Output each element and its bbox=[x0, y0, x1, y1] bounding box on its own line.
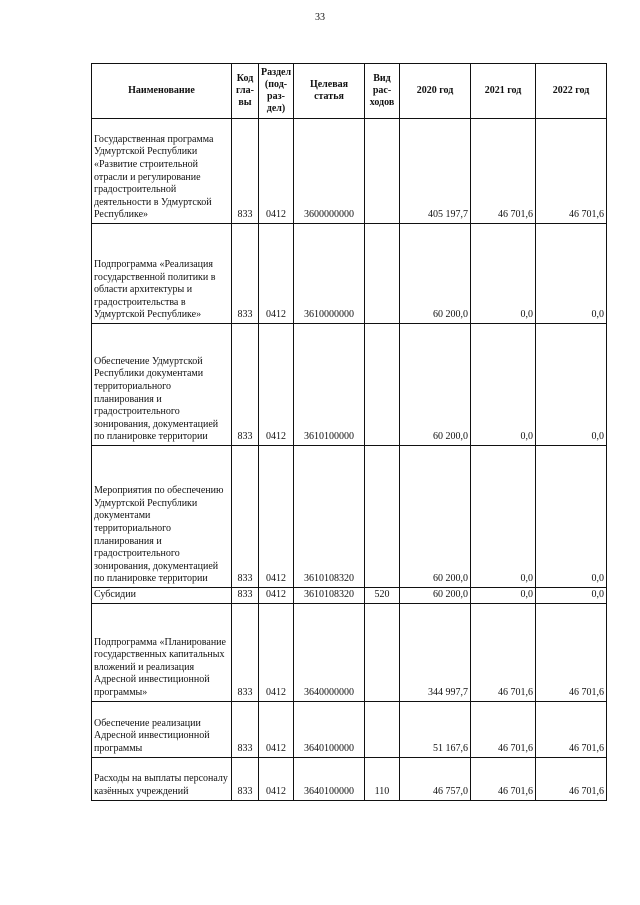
row-2020: 60 200,0 bbox=[400, 224, 471, 324]
header-year-2021: 2021 год bbox=[471, 64, 536, 119]
row-name: Подпрограмма «Планирование государственных капитальных вложений и реализация Адресной инвестиционной программы» bbox=[92, 603, 232, 701]
row-2020: 51 167,6 bbox=[400, 701, 471, 757]
row-target: 3640100000 bbox=[294, 757, 365, 800]
header-expense-type: Вид рас-ходов bbox=[365, 64, 400, 119]
row-code: 833 bbox=[232, 324, 259, 446]
table-row bbox=[92, 588, 607, 604]
row-2022: 46 701,6 bbox=[536, 757, 607, 800]
header-section: Раздел (под-раз-дел) bbox=[259, 64, 294, 119]
row-2022: 0,0 bbox=[536, 588, 607, 604]
row-type bbox=[365, 224, 400, 324]
row-code: 833 bbox=[232, 224, 259, 324]
row-target: 3610108320 bbox=[294, 588, 365, 604]
row-2020: 344 997,7 bbox=[400, 603, 471, 701]
row-type bbox=[365, 324, 400, 446]
row-2020: 60 200,0 bbox=[400, 588, 471, 604]
row-section: 0412 bbox=[259, 701, 294, 757]
table-row bbox=[92, 603, 607, 701]
row-2020: 60 200,0 bbox=[400, 324, 471, 446]
row-target: 3610000000 bbox=[294, 224, 365, 324]
row-type: 520 bbox=[365, 588, 400, 604]
row-name: Подпрограмма «Реализация государственной политики в области архитектуры и градостроительства в Удмуртской Республике» bbox=[92, 224, 232, 324]
table-row bbox=[92, 757, 607, 800]
row-name: Обеспечение Удмуртской Республики документами территориального планирования и градостроительного зонирования, документацией по планировке территории bbox=[92, 324, 232, 446]
row-type: 110 bbox=[365, 757, 400, 800]
row-2021: 0,0 bbox=[471, 324, 536, 446]
table-row bbox=[92, 224, 607, 324]
row-target: 3610108320 bbox=[294, 446, 365, 588]
row-name: Мероприятия по обеспечению Удмуртской Республики документами территориального планирования и градостроительного зонирования, документацией по планировке территории bbox=[92, 446, 232, 588]
row-2020: 60 200,0 bbox=[400, 446, 471, 588]
row-section: 0412 bbox=[259, 603, 294, 701]
table-row bbox=[92, 701, 607, 757]
row-code: 833 bbox=[232, 701, 259, 757]
row-2020: 46 757,0 bbox=[400, 757, 471, 800]
row-section: 0412 bbox=[259, 224, 294, 324]
row-code: 833 bbox=[232, 757, 259, 800]
row-target: 3610100000 bbox=[294, 324, 365, 446]
table-row bbox=[92, 119, 607, 224]
row-type bbox=[365, 701, 400, 757]
header-year-2022: 2022 год bbox=[536, 64, 607, 119]
row-2022: 46 701,6 bbox=[536, 603, 607, 701]
row-target: 3600000000 bbox=[294, 119, 365, 224]
row-code: 833 bbox=[232, 588, 259, 604]
row-2020: 405 197,7 bbox=[400, 119, 471, 224]
page-number: 33 bbox=[315, 12, 325, 23]
row-name: Расходы на выплаты персоналу казённых учреждений bbox=[92, 757, 232, 800]
row-section: 0412 bbox=[259, 588, 294, 604]
header-year-2020: 2020 год bbox=[400, 64, 471, 119]
row-name: Государственная программа Удмуртской Республики «Развитие строительной отрасли и регулирование градостроительной деятельности в Удмуртской Республике» bbox=[92, 119, 232, 224]
header-chapter-code: Код гла-вы bbox=[232, 64, 259, 119]
header-name: Наименование bbox=[92, 64, 232, 119]
row-2021: 46 701,6 bbox=[471, 603, 536, 701]
row-name: Субсидии bbox=[92, 588, 232, 604]
row-section: 0412 bbox=[259, 119, 294, 224]
row-2021: 46 701,6 bbox=[471, 757, 536, 800]
row-2021: 0,0 bbox=[471, 224, 536, 324]
row-2021: 46 701,6 bbox=[471, 119, 536, 224]
row-2022: 46 701,6 bbox=[536, 119, 607, 224]
row-2021: 0,0 bbox=[471, 446, 536, 588]
row-2022: 46 701,6 bbox=[536, 701, 607, 757]
row-code: 833 bbox=[232, 119, 259, 224]
row-type bbox=[365, 446, 400, 588]
row-code: 833 bbox=[232, 446, 259, 588]
budget-table bbox=[91, 63, 607, 801]
row-2022: 0,0 bbox=[536, 324, 607, 446]
row-2021: 46 701,6 bbox=[471, 701, 536, 757]
table-row bbox=[92, 324, 607, 446]
row-type bbox=[365, 119, 400, 224]
row-type bbox=[365, 603, 400, 701]
row-2021: 0,0 bbox=[471, 588, 536, 604]
row-name: Обеспечение реализации Адресной инвестиционной программы bbox=[92, 701, 232, 757]
table-row bbox=[92, 446, 607, 588]
row-code: 833 bbox=[232, 603, 259, 701]
header-target-article: Целевая статья bbox=[294, 64, 365, 119]
row-section: 0412 bbox=[259, 324, 294, 446]
row-2022: 0,0 bbox=[536, 224, 607, 324]
row-2022: 0,0 bbox=[536, 446, 607, 588]
table-header-row bbox=[92, 64, 607, 119]
row-target: 3640000000 bbox=[294, 603, 365, 701]
row-section: 0412 bbox=[259, 446, 294, 588]
row-target: 3640100000 bbox=[294, 701, 365, 757]
row-section: 0412 bbox=[259, 757, 294, 800]
